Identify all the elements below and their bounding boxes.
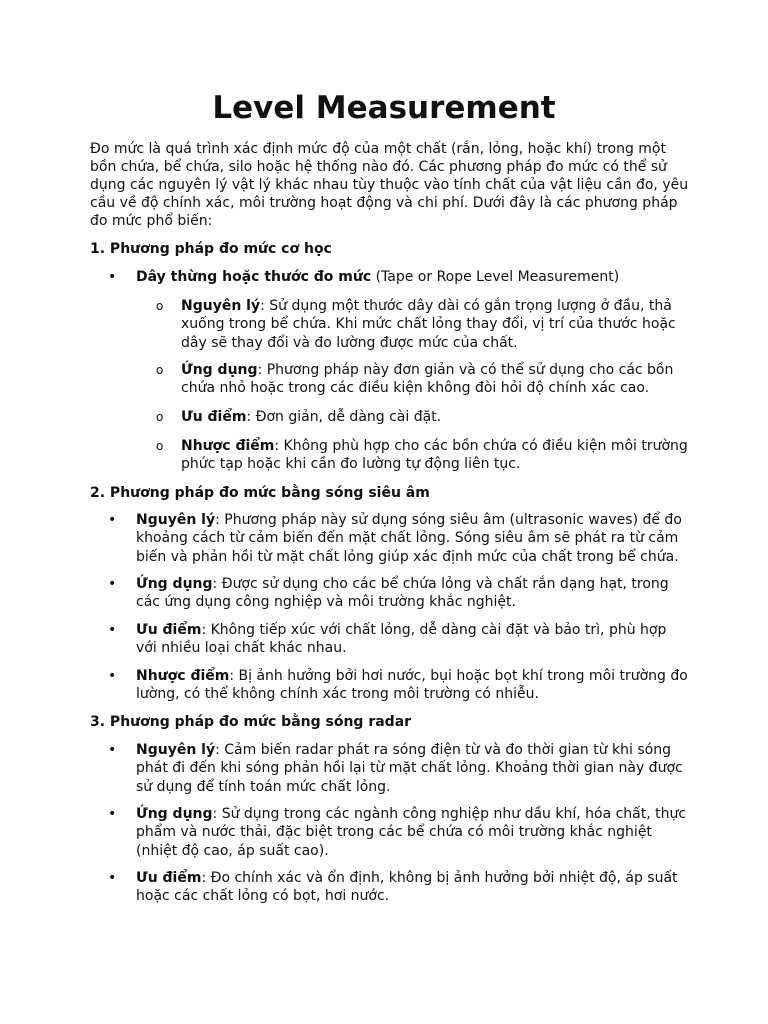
- bullet-dot-icon: •: [108, 576, 117, 592]
- item-term: Nguyên lý: [136, 742, 216, 758]
- bullet-dot-icon: •: [108, 806, 117, 822]
- item-desc: : Đo chính xác và ổn định, không bị ảnh hưởng bởi nhiệt độ, áp suất hoặc các chất lỏng có bọt, hơi nước.: [136, 870, 678, 905]
- bullet-circle-icon: o: [156, 299, 164, 313]
- item-desc: : Sử dụng trong các ngành công nghiệp như dầu khí, hóa chất, thực phẩm và nước thải, đặc biệt trong các bể chứa có môi trường khắc nghiệt (nhiệt độ cao, áp suất cao).: [136, 806, 687, 859]
- list-item: [108, 575, 688, 612]
- sub-list-item: [156, 437, 690, 474]
- bullet-circle-icon: o: [156, 410, 164, 424]
- list-item: [108, 869, 688, 906]
- item-term: Ứng dụng: [136, 576, 213, 592]
- item-term: Ưu điểm: [181, 409, 247, 425]
- bullet-dot-icon: •: [108, 668, 117, 684]
- item-term: Nguyên lý: [136, 512, 216, 528]
- section-heading-radar: 3. Phương pháp đo mức bằng sóng radar: [90, 714, 412, 730]
- item-desc: : Không tiếp xúc với chất lỏng, dễ dàng cài đặt và bảo trì, phù hợp với nhiều loại chất khác nhau.: [136, 622, 667, 657]
- sub-list-item: [156, 297, 690, 352]
- intro-paragraph: Đo mức là quá trình xác định mức độ của một chất (rắn, lỏng, hoặc khí) trong một bồn chứa, bể chứa, silo hoặc hệ thống nào đó. Các phương pháp đo mức có thể sử dụng các nguyên lý vật lý khác nhau tùy thuộc vào tính chất của vật liệu cần đo, yêu cầu về độ chính xác, môi trường hoạt động và chi phí. Dưới đây là các phương pháp đo mức phổ biến:: [90, 141, 689, 229]
- bullet-dot-icon: •: [108, 269, 117, 285]
- document-title: Level Measurement: [212, 90, 556, 126]
- sub-list-item: [156, 361, 690, 398]
- item-term: Ưu điểm: [136, 870, 202, 886]
- bullet-circle-icon: o: [156, 439, 164, 453]
- item-desc: : Phương pháp này sử dụng sóng siêu âm (ultrasonic waves) để đo khoảng cách từ cảm biến đến mặt chất lỏng. Sóng siêu âm sẽ phát ra từ cảm biến và phản hồi từ mặt chất lỏng giúp xác định mức của chất trong bể chứa.: [136, 512, 682, 565]
- item-term: Nguyên lý: [181, 298, 261, 314]
- section-heading-mechanical: 1. Phương pháp đo mức cơ học: [90, 241, 332, 257]
- item-term: Ứng dụng: [136, 806, 213, 822]
- list-item-tape-method: [108, 268, 688, 286]
- sub-list-item: [156, 408, 690, 426]
- item-desc: : Không phù hợp cho các bồn chứa có điều kiện môi trường phức tạp hoặc khi cần đo lường tự động liên tục.: [181, 438, 688, 473]
- item-desc: : Cảm biến radar phát ra sóng điện từ và đo thời gian từ khi sóng phát đi đến khi sóng phản hồi lại từ mặt chất lỏng. Khoảng thời gian này được sử dụng để tính toán mức chất lỏng.: [136, 742, 683, 795]
- list-item: [108, 741, 688, 796]
- item-term: Nhược điểm: [181, 438, 275, 454]
- list-item: [108, 667, 688, 704]
- bullet-circle-icon: o: [156, 363, 164, 377]
- item-desc: : Phương pháp này đơn giản và có thể sử dụng cho các bồn chứa nhỏ hoặc trong các điều kiện không đòi hỏi độ chính xác cao.: [181, 362, 674, 397]
- item-term: Dây thừng hoặc thước đo mức: [136, 269, 372, 285]
- bullet-dot-icon: •: [108, 870, 117, 886]
- item-desc: : Đơn giản, dễ dàng cài đặt.: [246, 409, 442, 425]
- list-item: [108, 805, 688, 860]
- section-heading-ultrasonic: 2. Phương pháp đo mức bằng sóng siêu âm: [90, 485, 430, 501]
- item-term: Ưu điểm: [136, 622, 202, 638]
- list-item: [108, 511, 688, 566]
- item-desc: : Bị ảnh hưởng bởi hơi nước, bụi hoặc bọt khí trong môi trường đo lường, có thể không chính xác trong môi trường có nhiễu.: [136, 668, 688, 703]
- bullet-dot-icon: •: [108, 512, 117, 528]
- bullet-dot-icon: •: [108, 622, 117, 638]
- item-term: Nhược điểm: [136, 668, 230, 684]
- list-item: [108, 621, 688, 658]
- bullet-dot-icon: •: [108, 742, 117, 758]
- item-term: Ứng dụng: [181, 362, 258, 378]
- item-desc: : Được sử dụng cho các bể chứa lỏng và chất rắn dạng hạt, trong các ứng dụng công nghiệp và môi trường khắc nghiệt.: [136, 576, 669, 611]
- item-desc: (Tape or Rope Level Measurement): [371, 269, 620, 285]
- item-desc: : Sử dụng một thước dây dài có gắn trọng lượng ở đầu, thả xuống trong bể chứa. Khi mức chất lỏng thay đổi, vị trí của thước hoặc dây sẽ thay đổi và đo lường được mức của chất.: [181, 298, 676, 351]
